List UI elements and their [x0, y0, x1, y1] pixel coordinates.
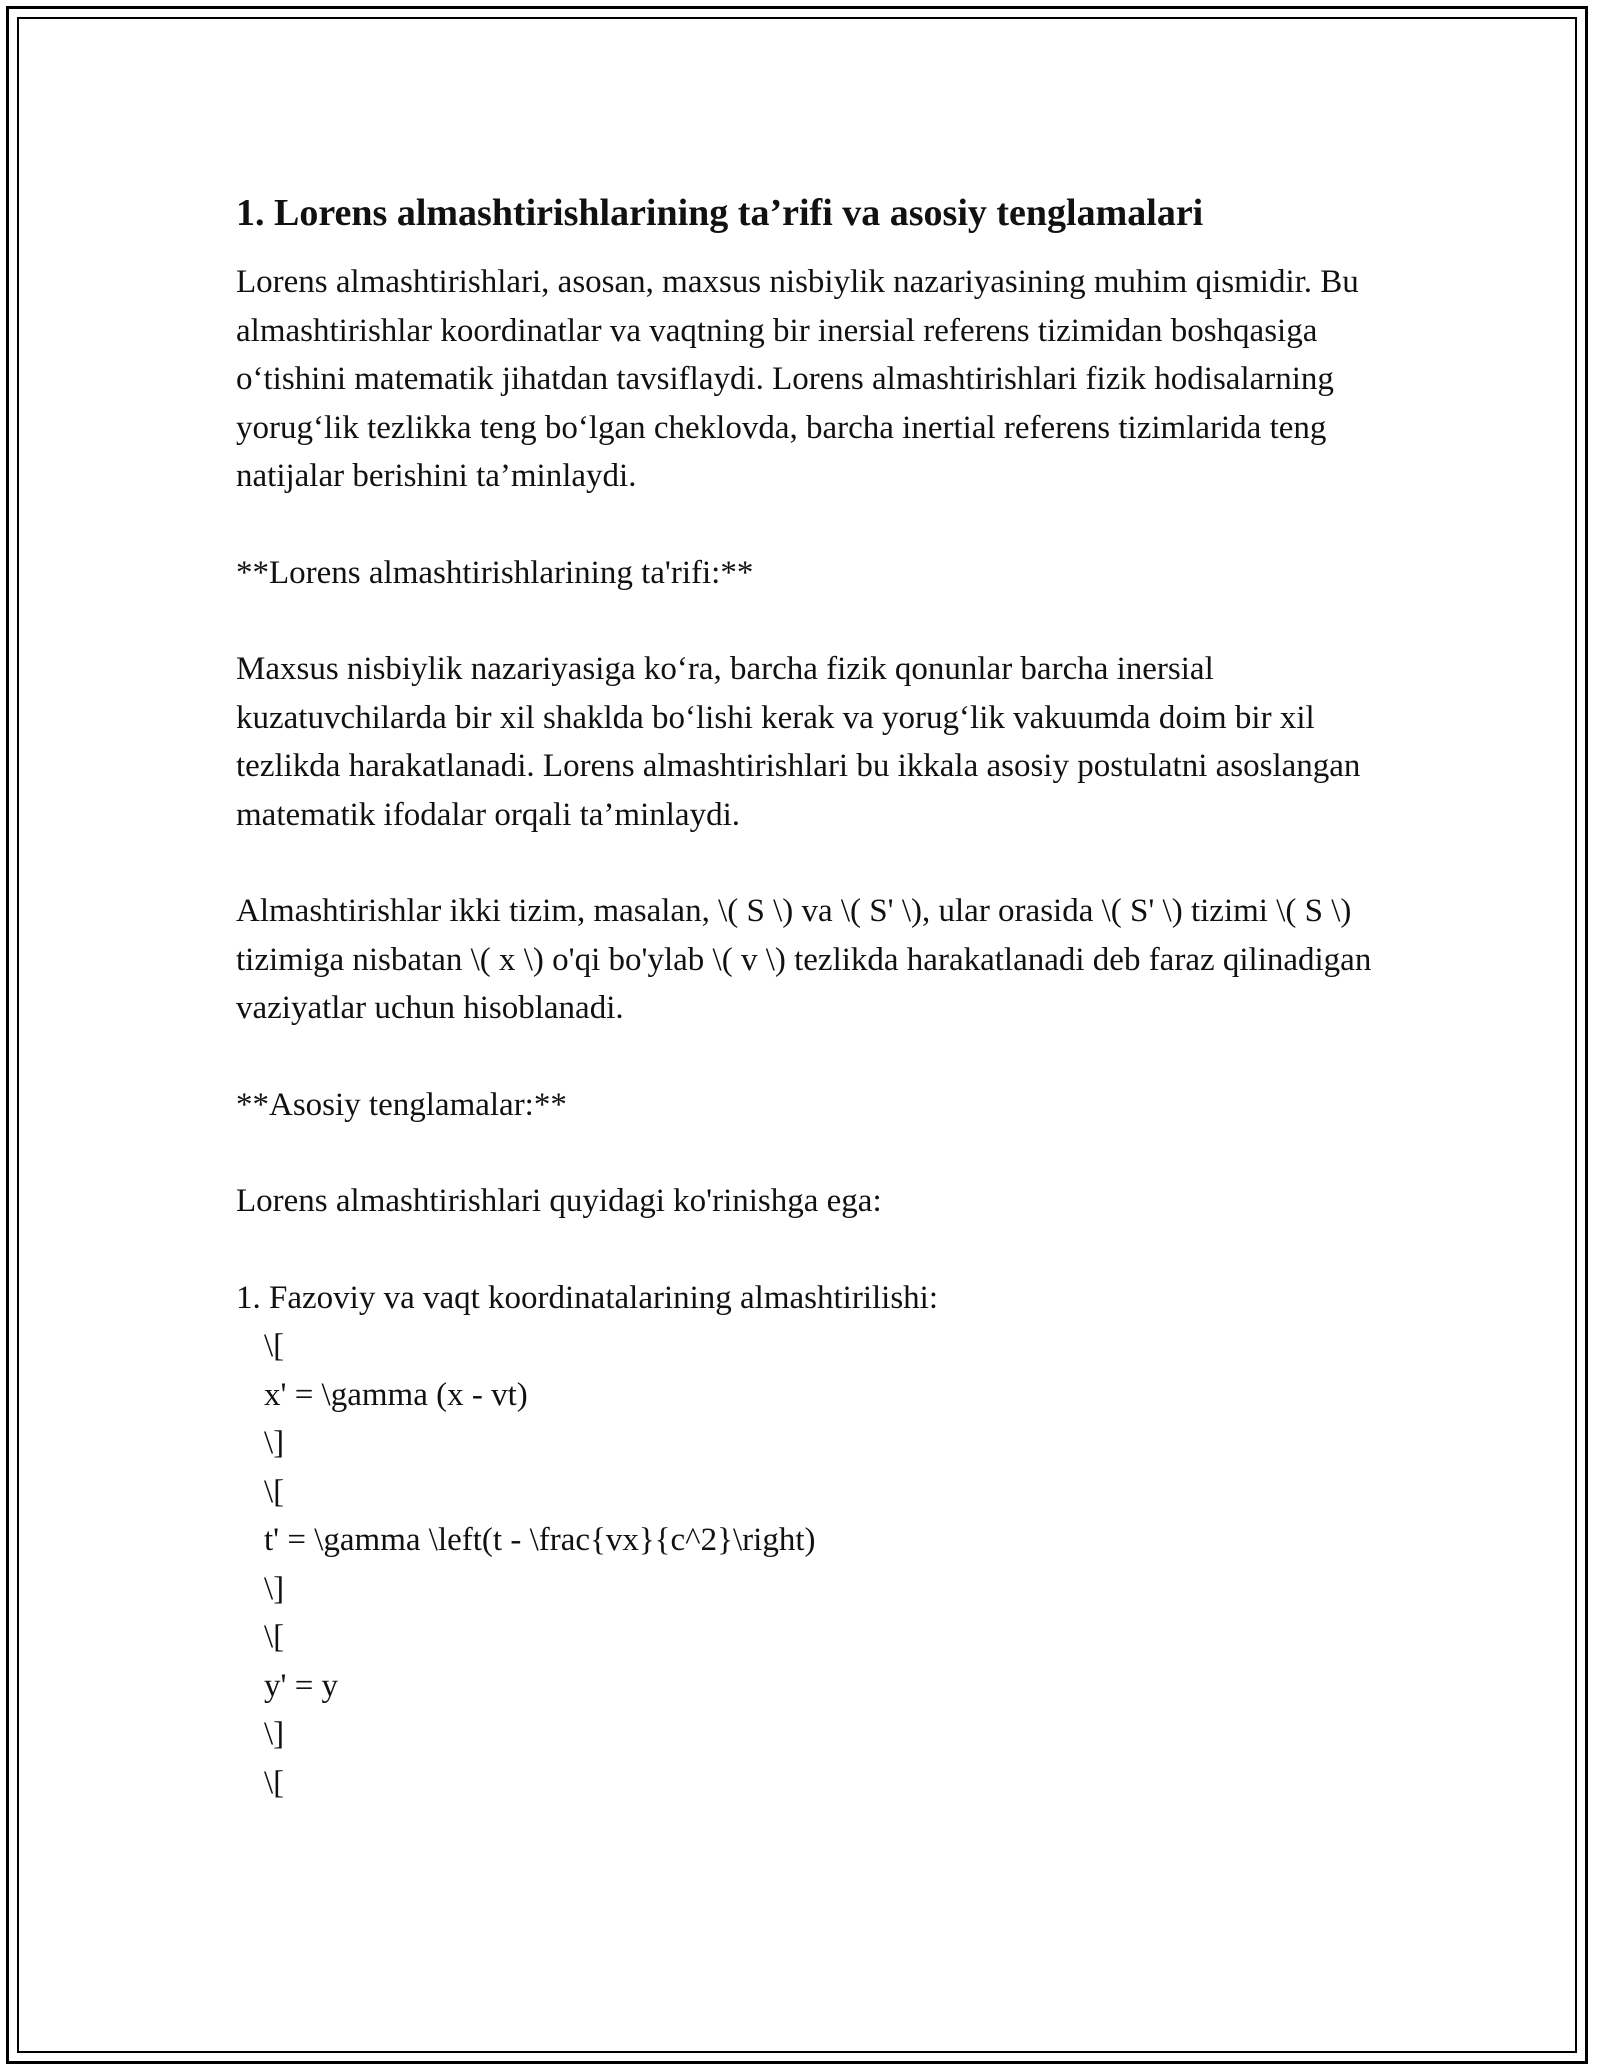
equation-block — [236, 1274, 1376, 1808]
equation-line: \] — [264, 1716, 285, 1752]
paragraph-systems: Almashtirishlar ikki tizim, masalan, \( S \) va \( S' \), ular orasida \( S' \) tizimi \( S \) tizimiga nisbatan \( x \) o'qi bo'ylab \( v \) tezlikda harakatlanadi deb faraz qilinadigan vaziyatlar uchun hisoblanadi. — [236, 893, 1372, 1026]
paragraph-equations-intro: Lorens almashtirishlari quyidagi ko'rinishga ega: — [236, 1183, 882, 1219]
equation-line: \[ — [264, 1328, 285, 1364]
equation-line: \[ — [264, 1764, 285, 1801]
equation-line: \[ — [264, 1619, 285, 1655]
list-item-coordinates: 1. Fazoviy va vaqt koordinatalarining almashtirilishi: — [236, 1279, 939, 1316]
paragraph-definition-label: **Lorens almashtirishlarining ta'rifi:** — [236, 554, 754, 591]
equation-line: y' = y — [264, 1667, 339, 1704]
paragraph-equations-label: **Asosiy tenglamalar:** — [236, 1086, 567, 1123]
equation-line: \] — [264, 1425, 285, 1461]
equation-line: t' = \gamma \left(t - \frac{vx}{c^2}\right) — [264, 1522, 816, 1558]
paragraph-postulates: Maxsus nisbiylik nazariyasiga ko‘ra, barcha fizik qonunlar barcha inersial kuzatuvchilarda bir xil shaklda bo‘lishi kerak va yorug‘lik vakuumda doim bir xil tezlikda harakatlanadi. Lorens almashtirishlari bu ikkala asosiy postulatni asoslangan matematik ifodalar orqali ta’minlaydi. — [236, 651, 1361, 833]
paragraph-intro: Lorens almashtirishlari, asosan, maxsus nisbiylik nazariyasining muhim qismidir. Bu almashtirishlar koordinatlar va vaqtning bir inersial referens tizimidan boshqasiga o‘tishini matematik jihatdan tavsiflaydi. Lorens almashtirishlari fizik hodisalarning yorug‘lik tezlikka teng bo‘lgan cheklovda, barcha inertial referens tizimlarida teng natijalar berishini ta’minlaydi. — [236, 264, 1359, 494]
equation-line: x' = \gamma (x - vt) — [264, 1376, 528, 1413]
equation-line: \[ — [264, 1473, 285, 1510]
document-content — [236, 188, 1376, 1807]
section-heading: 1. Lorens almashtirishlarining ta’rifi va asosiy tenglamalari — [236, 192, 1204, 234]
equation-line: \] — [264, 1570, 285, 1607]
